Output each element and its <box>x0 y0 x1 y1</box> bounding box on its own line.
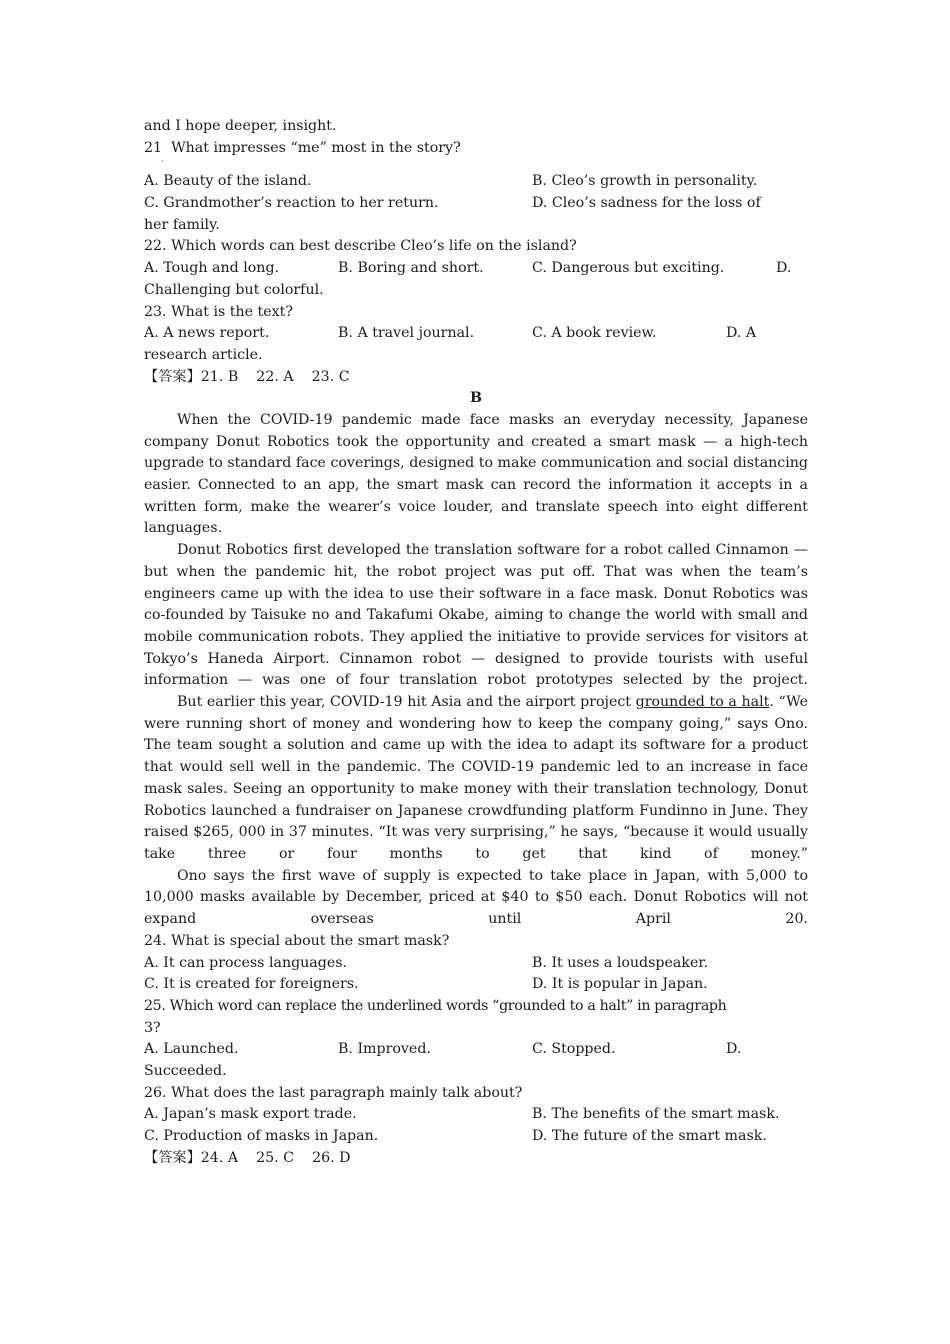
option-d: D. It is popular in Japan. <box>532 976 708 993</box>
option-b: B. Boring and short. <box>338 260 484 277</box>
option-c: C. A book review. <box>532 325 657 342</box>
option-a: A. It can process languages. <box>144 954 348 971</box>
paragraph-text: . “We were running short of money and wondering how to keep the company going,” says Ono. The team sought a solution and came up with the idea to adapt its software for a product that would sell well in the pandemic. The COVID-19 pandemic led to an increase in face mask sales. Seeing an opportunity to make money with their translation technology, Donut Robotics launched a fundraiser on Japanese crowdfunding platform Fundinno in June. They raised $265, 000 in 37 minutes. “It was very surprising,” he says, “because it would usually take three or four months to get that kind of money.” <box>144 694 808 862</box>
answer-key: 【答案】21. B 22. A 23. C <box>144 368 350 385</box>
passage-paragraph-2: Donut Robotics first developed the translation software for a robot called Cinnamon — but when the pandemic hit, the robot project was put off. That was when the team’s engineers came up with the idea to use their software in a face mask. Donut Robotics was co-founded by Taisuke no and Takafumi Okabe, aiming to change the world with small and mobile communication robots. They applied the initiative to provide services for visitors at Tokyo’s Haneda Airport. Cinnamon robot — designed to provide tourists with useful information — was one of four translation robot prototypes selected by the project. <box>144 542 808 689</box>
option-b: B. A travel journal. <box>338 325 475 342</box>
question-23-options <box>144 323 808 345</box>
option-d-continued: Succeeded. <box>144 1062 227 1079</box>
answer-key: 【答案】24. A 25. C 26. D <box>144 1149 351 1166</box>
question-21-options-ab <box>144 171 808 193</box>
question-24: 24. What is special about the smart mask? <box>144 932 450 949</box>
option-d-continued: Challenging but colorful. <box>144 281 324 298</box>
option-c: C. It is created for foreigners. <box>144 976 359 993</box>
question-26: 26. What does the last paragraph mainly talk about? <box>144 1084 523 1101</box>
option-d-continued: research article. <box>144 346 263 363</box>
option-b: B. It uses a loudspeaker. <box>532 954 709 971</box>
question-25-options <box>144 1039 808 1061</box>
option-d-continued: her family. <box>144 216 220 233</box>
option-b: B. Improved. <box>338 1041 431 1058</box>
question-26-options-ab <box>144 1104 808 1126</box>
option-d: D. Cleo’s sadness for the loss of <box>532 195 761 212</box>
option-c: C. Dangerous but exciting. <box>532 260 725 277</box>
option-a: A. Launched. <box>144 1041 239 1058</box>
option-c: C. Production of masks in Japan. <box>144 1128 379 1144</box>
option-d: D. <box>776 260 792 277</box>
question-26-options-cd <box>144 1126 808 1148</box>
option-a: A. A news report. <box>144 325 270 342</box>
question-25-continued: 3? <box>144 1019 161 1036</box>
option-c: C. Stopped. <box>532 1041 616 1058</box>
question-22: 22. Which words can best describe Cleo’s life on the island? <box>144 238 577 255</box>
option-d: D. <box>726 1041 742 1058</box>
section-heading: B <box>470 390 482 407</box>
question-23: 23. What is the text? <box>144 303 293 320</box>
paragraph-text: But earlier this year, COVID-19 hit Asia and the airport project <box>177 694 636 711</box>
option-d: D. A <box>726 325 757 342</box>
option-a: A. Tough and long. <box>144 260 280 277</box>
text-line: and I hope deeper, insight. <box>144 118 337 134</box>
option-b: B. Cleo’s growth in personality. <box>532 173 758 190</box>
question-22-options <box>144 258 808 280</box>
passage-paragraph-3 <box>144 692 808 866</box>
question-21: 21 What impresses “me” most in the story? <box>144 139 461 156</box>
option-a: A. Beauty of the island. <box>144 173 312 190</box>
option-a: A. Japan’s mask export trade. <box>144 1106 357 1123</box>
passage-paragraph-4: Ono says the first wave of supply is expected to take place in Japan, with 5,000 to 10,000 masks available by December, priced at $40 to $50 each. Donut Robotics will not expand overseas until April 20. <box>144 867 808 928</box>
question-24-options-cd <box>144 974 808 996</box>
stray-mark: ' <box>161 159 164 169</box>
question-25: 25. Which word can replace the underlined words “grounded to a halt” in paragraph <box>144 997 727 1014</box>
passage-paragraph-1: When the COVID-19 pandemic made face masks an everyday necessity, Japanese company Donut Robotics took the opportunity and created a smart mask — a high-tech upgrade to standard face coverings, designed to make communication and social distancing easier. Connected to an app, the smart mask can record the information it accepts in a written form, make the wearer’s voice louder, and translate speech into eight different languages. <box>144 411 808 537</box>
underlined-phrase: grounded to a halt <box>635 694 770 711</box>
document-page <box>144 116 808 1169</box>
question-24-options-ab <box>144 953 808 975</box>
option-b: B. The benefits of the smart mask. <box>532 1106 780 1123</box>
question-21-options-cd <box>144 193 808 215</box>
option-d: D. The future of the smart mask. <box>532 1128 767 1144</box>
option-c: C. Grandmother’s reaction to her return. <box>144 195 439 212</box>
